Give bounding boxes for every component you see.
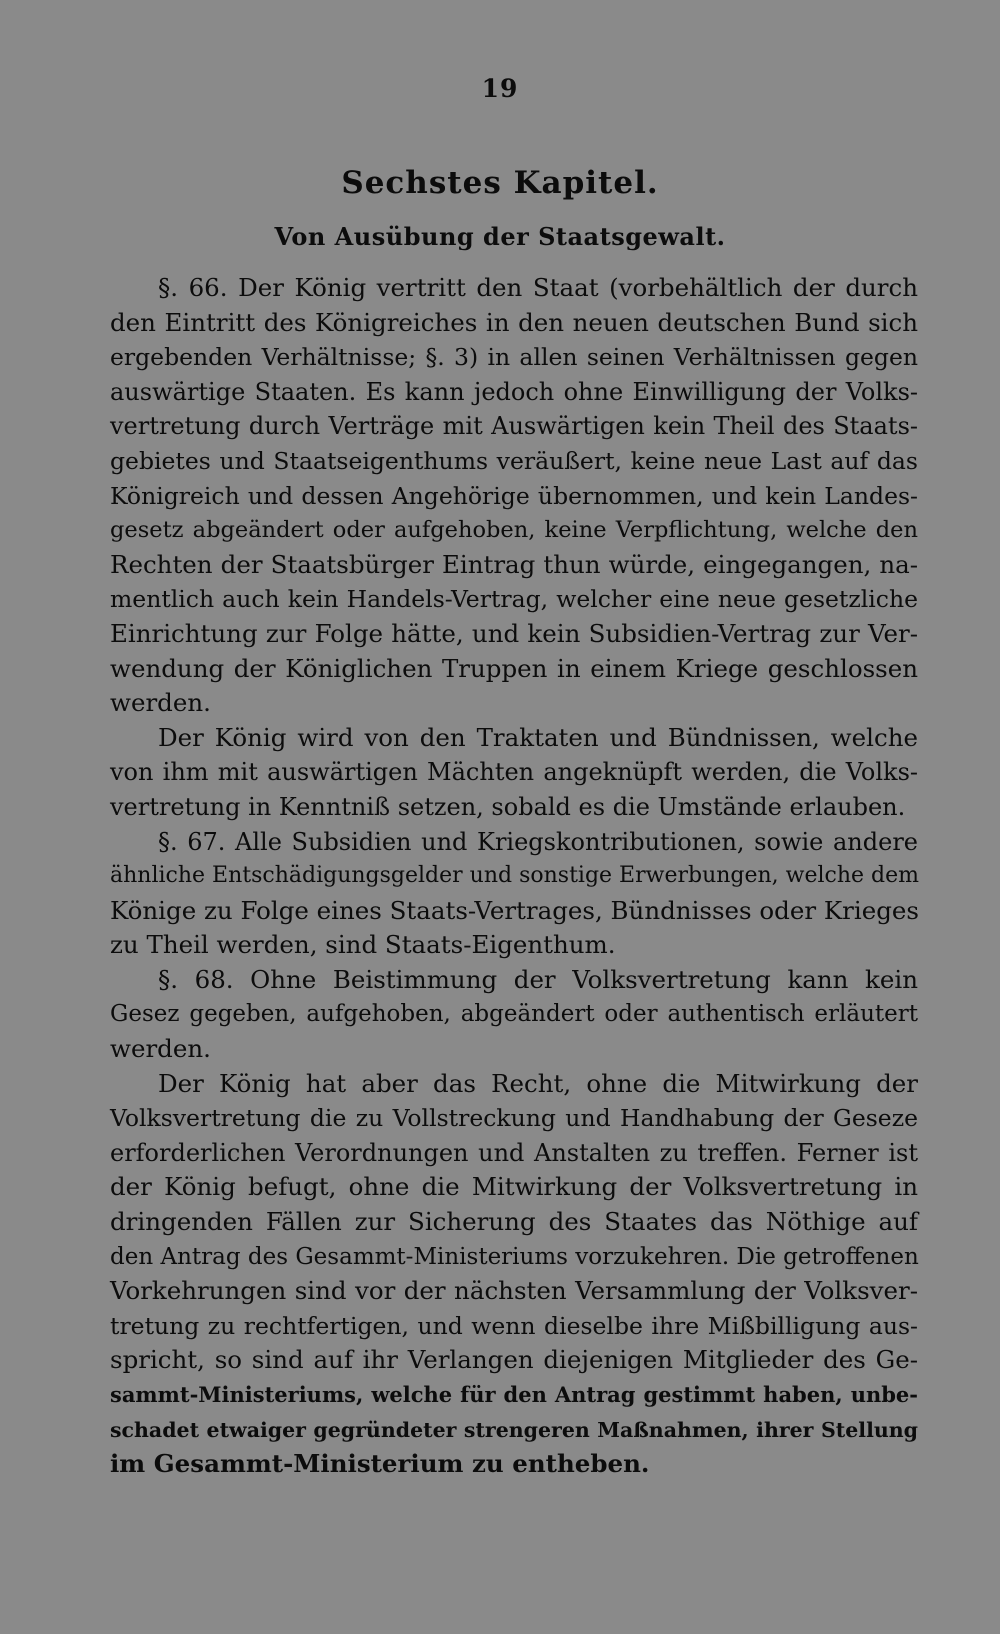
text-line: vertretung durch Verträge mit Auswärtigen kein Theil des Staats- <box>110 412 918 441</box>
text-line: werden. <box>110 1034 211 1064</box>
text-line: vertretung in Kenntniß setzen, sobald es die Umstände erlauben. <box>110 792 906 821</box>
text-line: mentlich auch kein Handels-Vertrag, welcher eine neue gesetzliche <box>110 585 918 614</box>
text-line: erforderlichen Verordnungen und Anstalten zu treffen. Ferner ist <box>110 1138 918 1167</box>
text-line: Königreich und dessen Angehörige übernommen, und kein Landes- <box>110 481 918 510</box>
text-line: von ihm mit auswärtigen Mächten angeknüpft werden, die Volks- <box>110 758 918 787</box>
text-line: der König befugt, ohne die Mitwirkung der Volksvertretung in <box>110 1172 918 1202</box>
text-line: ergebenden Verhältnisse; §. 3) in allen seinen Verhältnissen gegen <box>110 343 918 372</box>
text-line: werden. <box>110 688 211 718</box>
text-line: §. 67. Alle Subsidien und Kriegskontributionen, sowie andere <box>158 827 918 856</box>
text-line: Der König wird von den Traktaten und Bündnissen, welche <box>158 722 918 752</box>
text-line: auswärtige Staaten. Es kann jedoch ohne Einwilligung der Volks- <box>110 377 918 406</box>
text-line: ähnliche Entschädigungsgelder und sonstige Erwerbungen, welche dem <box>110 863 920 889</box>
text-line: im Gesammt-Ministerium zu entheben. <box>110 1449 650 1479</box>
text-line: zu Theil werden, sind Staats-Eigenthum. <box>110 930 616 960</box>
text-line: Vorkehrungen sind vor der nächsten Versammlung der Volksver- <box>110 1276 918 1306</box>
text-line: spricht, so sind auf ihr Verlangen diejenigen Mitglieder des Ge- <box>110 1345 918 1375</box>
text-line: Der König hat aber das Recht, ohne die Mitwirkung der <box>158 1068 918 1098</box>
text-line: gebietes und Staatseigenthums veräußert, keine neue Last auf das <box>110 446 918 475</box>
text-line: Volksvertretung die zu Vollstreckung und Handhabung der Geseze <box>110 1104 918 1133</box>
chapter-subtitle: Von Ausübung der Staatsgewalt. <box>274 222 726 251</box>
text-line: Könige zu Folge eines Staats-Vertrages, Bündnisses oder Krieges <box>110 895 919 925</box>
text-line: Einrichtung zur Folge hätte, und kein Subsidien-Vertrag zur Ver- <box>110 618 918 648</box>
text-line: den Antrag des Gesammt-Ministeriums vorzukehren. Die getroffenen <box>110 1243 919 1270</box>
text-line: Rechten der Staatsbürger Eintrag thun würde, eingegangen, na- <box>110 549 918 579</box>
page-number: 19 <box>481 74 519 103</box>
text-line: gesetz abgeändert oder aufgehoben, keine Verpflichtung, welche den <box>110 517 918 544</box>
text-line: dringenden Fällen zur Sicherung des Staates das Nöthige auf <box>110 1207 918 1237</box>
chapter-title: Sechstes Kapitel. <box>341 165 659 201</box>
text-line: den Eintritt des Königreiches in den neuen deutschen Bund sich <box>110 307 918 337</box>
text-line: schadet etwaiger gegründeter strengeren Maßnahmen, ihrer Stellung <box>110 1417 918 1442</box>
text-line: §. 66. Der König vertritt den Staat (vorbehältlich der durch <box>158 273 918 302</box>
text-line: sammt-Ministeriums, welche für den Antrag gestimmt haben, unbe- <box>110 1382 918 1407</box>
text-line: wendung der Königlichen Truppen in einem Kriege geschlossen <box>110 653 918 683</box>
text-line: tretung zu rechtfertigen, und wenn dieselbe ihre Mißbilligung aus- <box>110 1311 918 1340</box>
body-text <box>110 271 918 1482</box>
text-line: Gesez gegeben, aufgehoben, abgeändert oder authentisch erläutert <box>110 1001 918 1028</box>
text-line: §. 68. Ohne Beistimmung der Volksvertretung kann kein <box>158 964 918 994</box>
